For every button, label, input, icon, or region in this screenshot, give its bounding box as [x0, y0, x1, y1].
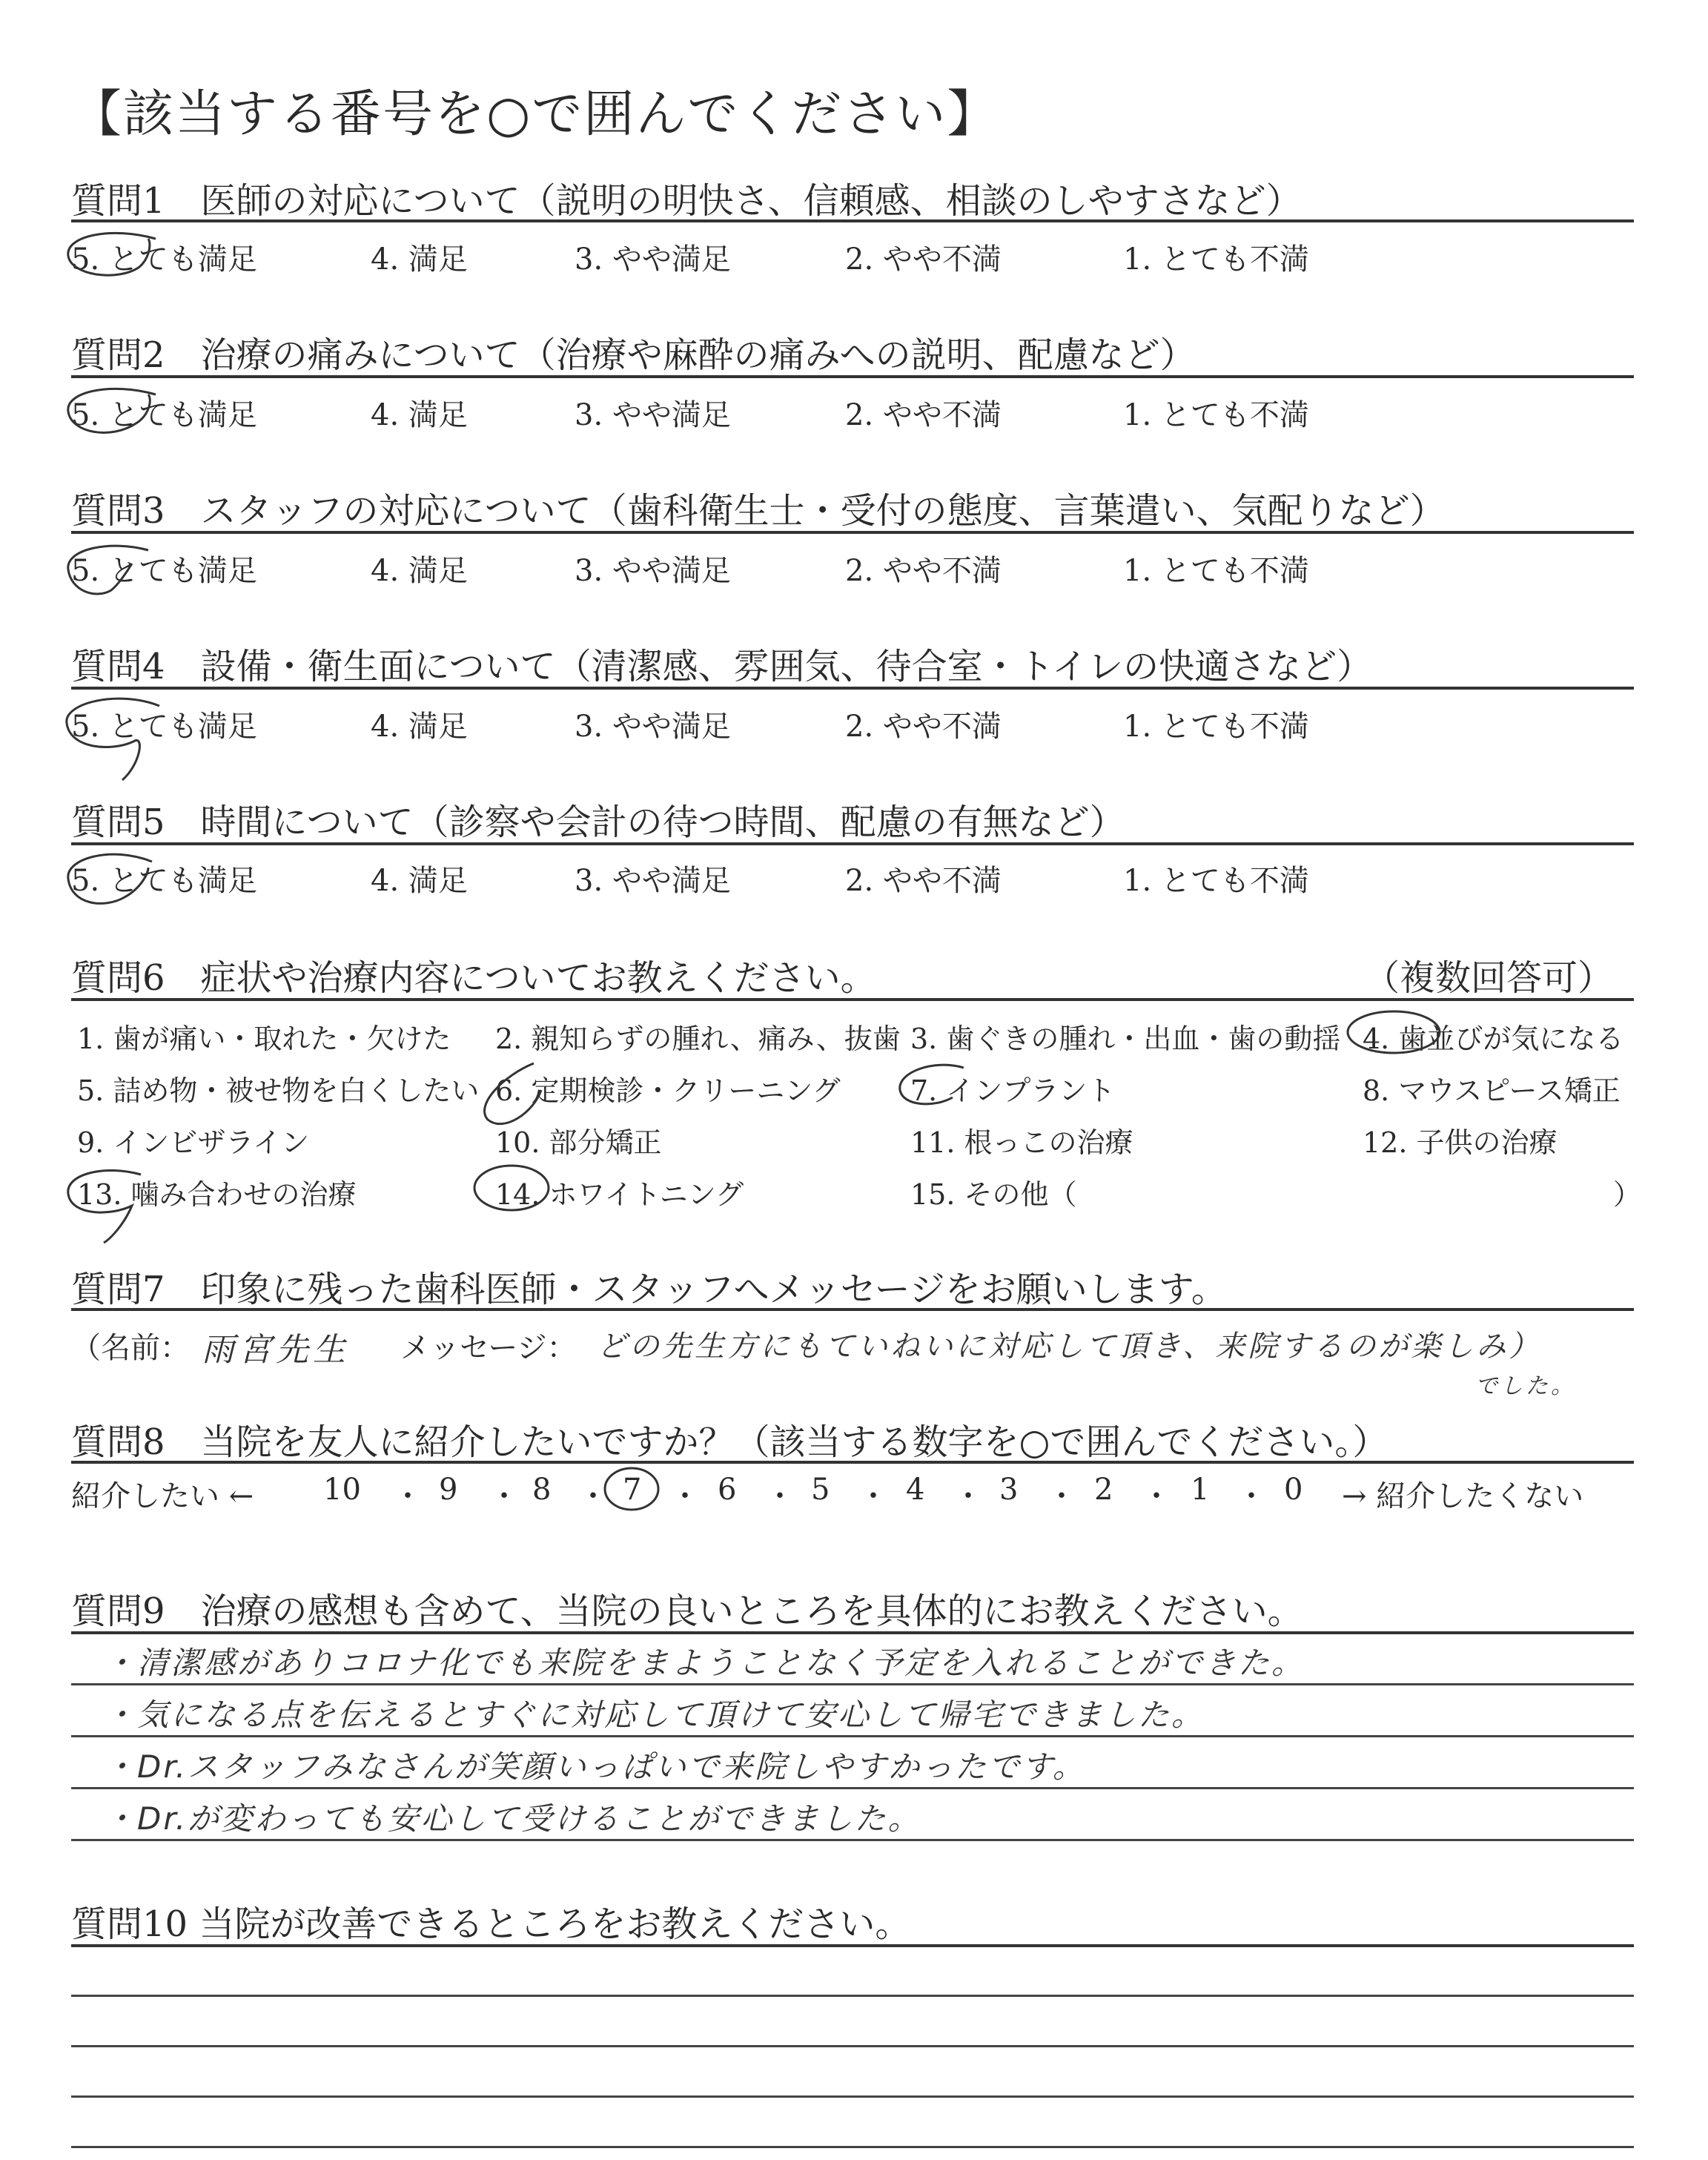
q5-option-5[interactable]: 5. とても満足	[71, 864, 257, 898]
q8-scale-5[interactable]: 5	[811, 1473, 830, 1507]
q8-right-label: → 紹介したくない	[1342, 1479, 1584, 1513]
q6-item-5[interactable]: 5. 詰め物・被せ物を白くしたい	[77, 1074, 480, 1107]
q7-message-line-1[interactable]: どの先生方にもていねいに対応して頂き、来院するのが楽しみ）	[597, 1330, 1542, 1364]
q9-answer-line-4[interactable]: ・Dr.が変わっても安心して受けることができました。	[104, 1800, 921, 1837]
q1-option-4[interactable]: 4. 満足	[371, 242, 468, 277]
q3-option-2[interactable]: 2. やや不満	[845, 554, 1002, 588]
q4-option-5[interactable]: 5. とても満足	[71, 710, 257, 744]
q4-option-2[interactable]: 2. やや不満	[845, 710, 1002, 744]
q6-item-6[interactable]: 6. 定期検診・クリーニング	[495, 1074, 841, 1107]
q8-scale-6[interactable]: 6	[718, 1473, 737, 1507]
q8-dot: ・	[578, 1479, 608, 1513]
q8-dot: ・	[393, 1479, 423, 1513]
question-6-title: 質問6 症状や治療内容についてお教えください。	[71, 957, 876, 999]
q2-option-2[interactable]: 2. やや不満	[845, 398, 1002, 432]
q8-dot: ・	[953, 1479, 983, 1513]
q5-option-1[interactable]: 1. とても不満	[1123, 864, 1309, 898]
q7-name-value[interactable]: 雨宮先生	[202, 1331, 350, 1369]
q9-answer-rule	[71, 1787, 1634, 1789]
q8-dot: ・	[765, 1479, 795, 1513]
question-9-title: 質問9 治療の感想も含めて、当院の良いところを具体的にお教えください。	[71, 1591, 1303, 1632]
q6-item-12[interactable]: 12. 子供の治療	[1363, 1126, 1558, 1159]
question-7-title: 質問7 印象に残った歯科医師・スタッフへメッセージをお願いします。	[71, 1269, 1227, 1310]
q10-answer-rule[interactable]	[71, 1995, 1634, 1997]
q6-item-8[interactable]: 8. マウスピース矯正	[1363, 1074, 1621, 1107]
question-2-rule	[71, 375, 1634, 378]
q7-message-label: メッセージ：	[400, 1331, 577, 1365]
question-2-title: 質問2 治療の痛みについて（治療や麻酔の痛みへの説明、配慮など）	[71, 334, 1196, 376]
q2-option-5[interactable]: 5. とても満足	[71, 398, 257, 432]
q2-option-1[interactable]: 1. とても不満	[1123, 398, 1309, 432]
q9-answer-rule	[71, 1839, 1634, 1841]
question-5-title: 質問5 時間について（診察や会計の待つ時間、配慮の有無など）	[71, 802, 1125, 843]
q5-option-3[interactable]: 3. やや満足	[575, 864, 731, 898]
q3-option-1[interactable]: 1. とても不満	[1123, 554, 1309, 588]
q6-item-11[interactable]: 11. 根っこの治療	[910, 1126, 1133, 1159]
q1-option-5[interactable]: 5. とても満足	[71, 242, 257, 277]
question-10-rule	[71, 1944, 1634, 1947]
q6-item-15[interactable]: 15. その他（	[910, 1178, 1077, 1211]
question-9-rule	[71, 1631, 1634, 1634]
question-3-rule	[71, 531, 1634, 534]
q6-item-9[interactable]: 9. インビザライン	[77, 1126, 310, 1159]
question-3-title: 質問3 スタッフの対応について（歯科衛生士・受付の態度、言葉遣い、気配りなど）	[71, 490, 1446, 532]
question-6-rule	[71, 998, 1634, 1001]
q6-item-7[interactable]: 7. インプラント	[910, 1074, 1116, 1107]
question-1-title: 質問1 医師の対応について（説明の明快さ、信頼感、相談のしやすさなど）	[71, 180, 1302, 222]
q9-answer-line-1[interactable]: ・清潔感がありコロナ化でも来院をまようことなく予定を入れることができた。	[104, 1645, 1305, 1681]
question-4-title: 質問4 設備・衛生面について（清潔感、雰囲気、待合室・トイレの快適さなど）	[71, 646, 1373, 687]
q8-scale-3[interactable]: 3	[999, 1473, 1019, 1507]
q8-dot: ・	[858, 1479, 888, 1513]
q8-scale-1[interactable]: 1	[1191, 1473, 1210, 1507]
q8-dot: ・	[670, 1479, 700, 1513]
q2-option-3[interactable]: 3. やや満足	[575, 398, 731, 432]
q8-scale-7[interactable]: 7	[623, 1473, 642, 1507]
q1-option-3[interactable]: 3. やや満足	[575, 242, 731, 277]
q9-answer-line-2[interactable]: ・気になる点を伝えるとすぐに対応して頂けて安心して帰宅できました。	[104, 1697, 1205, 1733]
q8-scale-8[interactable]: 8	[532, 1473, 552, 1507]
q5-option-2[interactable]: 2. やや不満	[845, 864, 1002, 898]
question-8-title: 質問8 当院を友人に紹介したいですか？（該当する数字を○で囲んでください。）	[71, 1421, 1388, 1463]
q6-item-1[interactable]: 1. 歯が痛い・取れた・欠けた	[77, 1023, 451, 1055]
q8-scale-0[interactable]: 0	[1284, 1473, 1303, 1507]
q3-option-4[interactable]: 4. 満足	[371, 554, 468, 588]
q3-option-3[interactable]: 3. やや満足	[575, 554, 731, 588]
q8-scale-9[interactable]: 9	[439, 1473, 458, 1507]
q8-scale-4[interactable]: 4	[906, 1473, 925, 1507]
question-1-rule	[71, 219, 1634, 222]
q9-answer-rule	[71, 1683, 1634, 1685]
q8-dot: ・	[1047, 1479, 1076, 1513]
q6-item-4[interactable]: 4. 歯並びが気になる	[1363, 1023, 1624, 1055]
q8-dot: ・	[489, 1479, 519, 1513]
question-8-rule	[71, 1461, 1634, 1464]
q10-answer-rule[interactable]	[71, 2095, 1634, 2098]
q9-answer-rule	[71, 1735, 1634, 1737]
q6-item-10[interactable]: 10. 部分矯正	[495, 1126, 662, 1159]
q7-name-label: （名前：	[71, 1331, 190, 1365]
q8-dot: ・	[1142, 1479, 1171, 1513]
q8-scale-2[interactable]: 2	[1094, 1473, 1113, 1507]
question-7-rule	[71, 1308, 1634, 1311]
question-4-rule	[71, 687, 1634, 690]
form-header: 【該当する番号を○で囲んでください】	[71, 85, 999, 144]
q4-option-1[interactable]: 1. とても不満	[1123, 710, 1309, 744]
q6-item-14[interactable]: 14. ホワイトニング	[495, 1178, 744, 1211]
q3-option-5[interactable]: 5. とても満足	[71, 554, 257, 588]
q7-message-line-2[interactable]: でした。	[1475, 1373, 1576, 1399]
q4-option-4[interactable]: 4. 満足	[371, 710, 468, 744]
question-10-title: 質問10 当院が改善できるところをお教えください。	[71, 1903, 911, 1945]
q6-item-15-close-paren: ）	[1613, 1178, 1642, 1211]
q9-answer-line-3[interactable]: ・Dr.スタッフみなさんが笑顔いっぱいで来院しやすかったです。	[104, 1748, 1086, 1785]
q8-scale-10[interactable]: 10	[323, 1473, 361, 1507]
q1-option-2[interactable]: 2. やや不満	[845, 242, 1002, 277]
q2-option-4[interactable]: 4. 満足	[371, 398, 468, 432]
q6-item-2[interactable]: 2. 親知らずの腫れ、痛み、抜歯	[495, 1023, 901, 1055]
q6-item-3[interactable]: 3. 歯ぐきの腫れ・出血・歯の動揺	[910, 1023, 1341, 1055]
q5-option-4[interactable]: 4. 満足	[371, 864, 468, 898]
q4-option-3[interactable]: 3. やや満足	[575, 710, 731, 744]
q6-item-13[interactable]: 13. 噛み合わせの治療	[77, 1178, 357, 1211]
question-5-rule	[71, 842, 1634, 845]
q10-answer-rule[interactable]	[71, 2146, 1634, 2148]
q8-left-label: 紹介したい ←	[71, 1479, 254, 1513]
question-6-note: （複数回答可）	[1364, 957, 1614, 999]
q1-option-1[interactable]: 1. とても不満	[1123, 242, 1309, 277]
q10-answer-rule[interactable]	[71, 2045, 1634, 2047]
q8-dot: ・	[1237, 1479, 1266, 1513]
